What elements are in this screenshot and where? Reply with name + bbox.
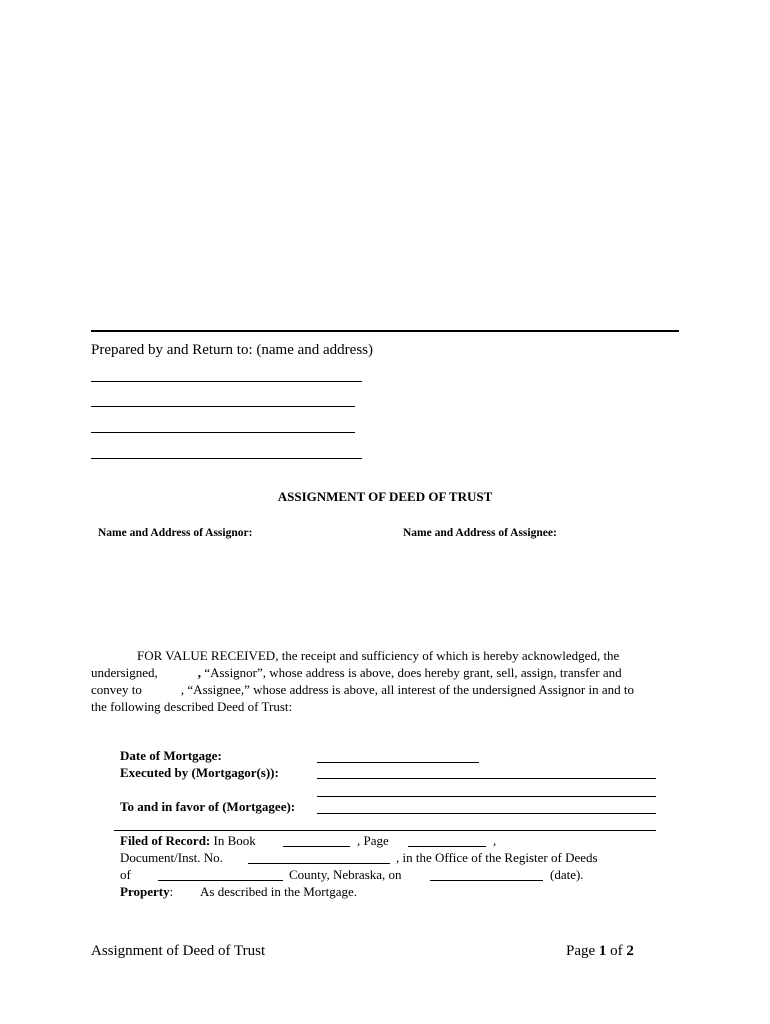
body-assignee-text: , “Assignee,” whose address is above, all interest of the undersigned Assignor in and to xyxy=(180,682,635,697)
body-line-2 xyxy=(91,664,622,681)
page-blank-line xyxy=(408,846,486,847)
assignor-label: Name and Address of Assignor: xyxy=(98,527,253,539)
body-convey-to: convey to xyxy=(91,682,142,697)
document-title: ASSIGNMENT OF DEED OF TRUST xyxy=(277,489,493,504)
page-indicator xyxy=(566,942,634,960)
register-of-deeds-text: , in the Office of the Register of Deeds xyxy=(396,850,598,865)
assignor-name-comma: , xyxy=(197,665,202,680)
in-book-label: In Book xyxy=(213,833,256,848)
filed-of-record-row xyxy=(120,832,256,849)
document-number-label: Document/Inst. No. xyxy=(120,850,223,865)
recording-date-line xyxy=(430,880,543,881)
total-pages-number: 2 xyxy=(626,943,634,959)
executed-by-line xyxy=(317,778,656,779)
body-line-4: the following described Deed of Trust: xyxy=(91,699,293,714)
date-of-mortgage-line xyxy=(317,762,479,763)
of-word: of xyxy=(610,943,623,959)
filed-of-record-label: Filed of Record: xyxy=(120,833,211,848)
executed-by-label: Executed by (Mortgagor(s)): xyxy=(120,765,279,780)
page-comma: , xyxy=(493,833,497,848)
executed-by-line-2 xyxy=(317,796,656,797)
property-colon: : xyxy=(169,884,174,899)
mortgagee-label: To and in favor of (Mortgagee): xyxy=(120,799,296,814)
of-label: of xyxy=(120,867,131,882)
page-label: , Page xyxy=(357,833,389,848)
date-of-mortgage-label: Date of Mortgage: xyxy=(120,748,222,763)
return-address-line-1 xyxy=(91,381,362,382)
current-page-number: 1 xyxy=(598,943,607,959)
return-address-line-4 xyxy=(91,458,362,459)
body-undersigned: undersigned, xyxy=(91,665,158,680)
property-label: Property xyxy=(120,884,170,899)
mortgagee-line xyxy=(317,813,656,814)
property-row xyxy=(120,883,173,900)
header-rule xyxy=(91,330,679,332)
date-suffix: (date). xyxy=(550,867,584,882)
fields-separator-line xyxy=(114,830,656,831)
county-blank-line xyxy=(158,880,283,881)
body-line-3 xyxy=(91,681,634,698)
county-nebraska-text: County, Nebraska, on xyxy=(289,867,402,882)
body-line-1: FOR VALUE RECEIVED, the receipt and sufficiency of which is hereby acknowledged, the xyxy=(137,648,620,663)
footer-title: Assignment of Deed of Trust xyxy=(91,943,266,959)
document-number-line xyxy=(248,863,390,864)
prepared-by-label: Prepared by and Return to: (name and address) xyxy=(91,342,373,358)
page-word: Page xyxy=(566,943,596,959)
book-blank-line xyxy=(283,846,350,847)
property-value: As described in the Mortgage. xyxy=(200,884,358,899)
body-assignor-text: “Assignor”, whose address is above, does hereby grant, sell, assign, transfer and xyxy=(204,665,622,680)
return-address-line-3 xyxy=(91,432,355,433)
return-address-line-2 xyxy=(91,406,355,407)
assignee-label: Name and Address of Assignee: xyxy=(403,527,557,539)
